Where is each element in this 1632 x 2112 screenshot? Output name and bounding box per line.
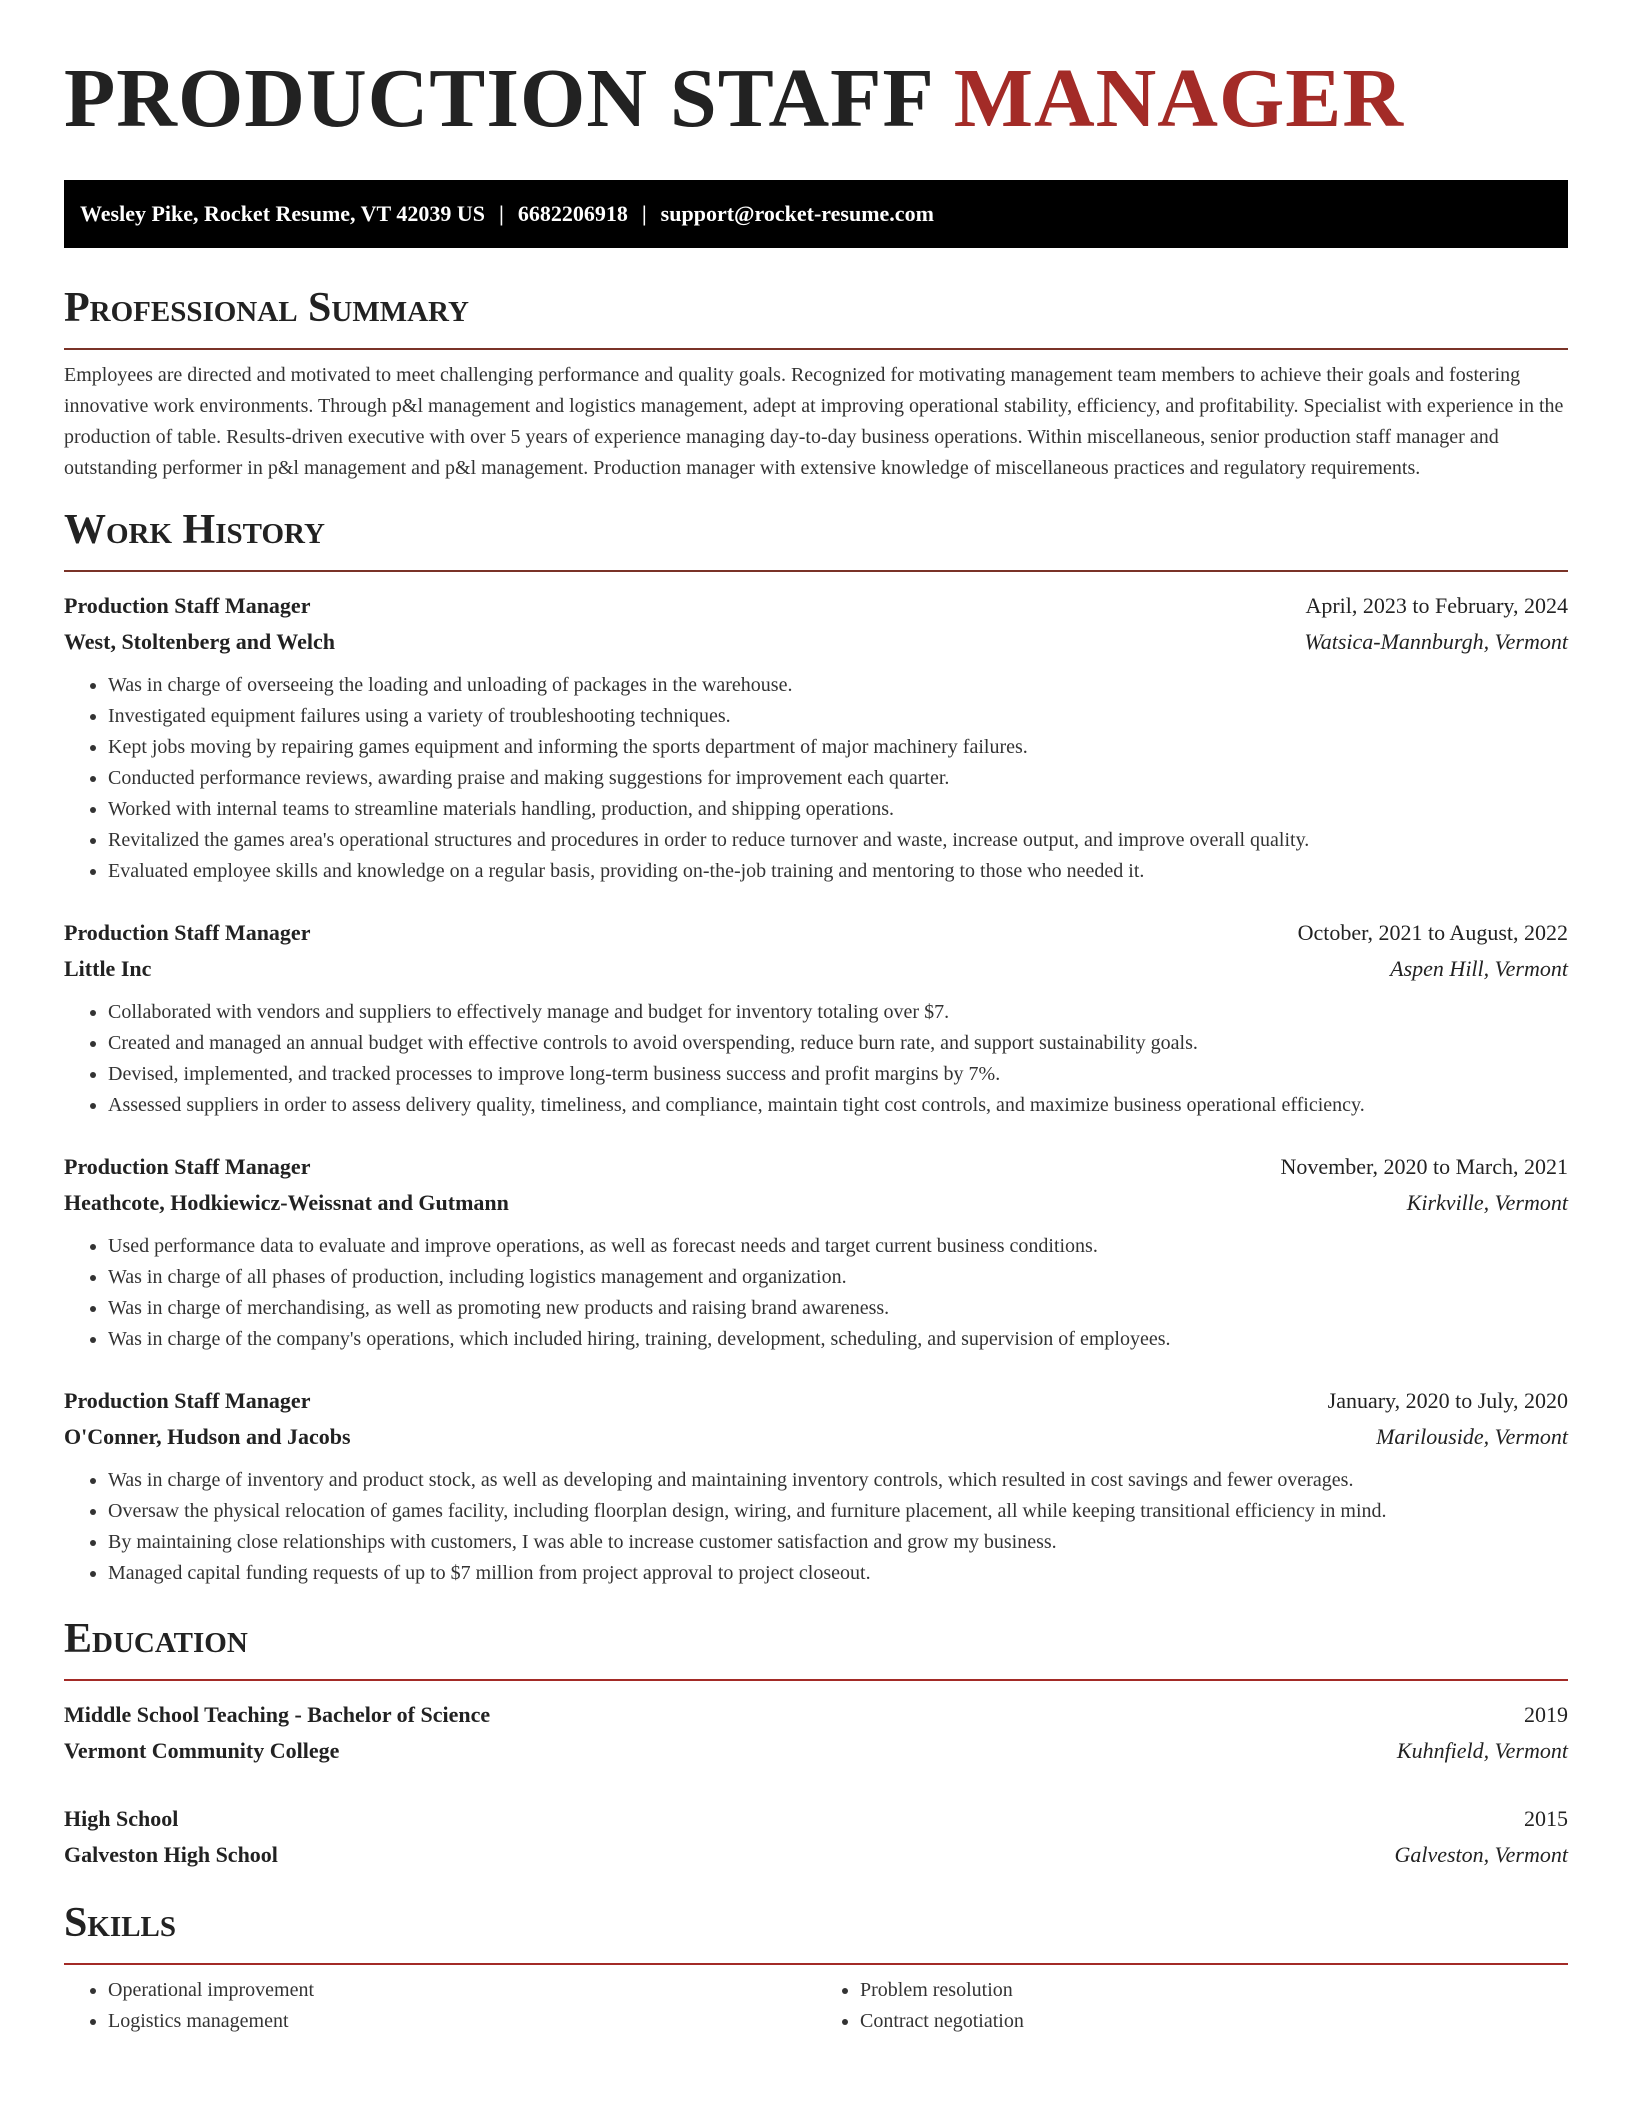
job-company: Heathcote, Hodkiewicz-Weissnat and Gutmann <box>64 1190 509 1215</box>
list-item: • Worked with internal teams to streamline materials handling, production, and shipping operations. <box>108 794 1568 825</box>
section-divider <box>64 348 1568 350</box>
job-entry <box>64 1383 1568 1589</box>
education-degree: Middle School Teaching - Bachelor of Science <box>64 1702 491 1727</box>
education-entry <box>64 1801 1568 1873</box>
education-header <box>64 1697 1568 1733</box>
education-year: 2019 <box>1524 1702 1568 1727</box>
list-item: • Was in charge of merchandising, as well as promoting new products and raising brand awareness. <box>108 1293 1568 1324</box>
job-company: O'Conner, Hudson and Jacobs <box>64 1424 351 1449</box>
education-year: 2015 <box>1524 1806 1568 1831</box>
job-bullets <box>64 1231 1568 1355</box>
contact-email[interactable]: support@rocket-resume.com <box>660 201 934 226</box>
job-dates: November, 2020 to March, 2021 <box>1280 1154 1568 1179</box>
job-dates: April, 2023 to February, 2024 <box>1305 593 1568 618</box>
education-location: Galveston, Vermont <box>1394 1842 1568 1867</box>
summary-section <box>64 280 1568 484</box>
education-header <box>64 1801 1568 1837</box>
list-item: • Investigated equipment failures using a variety of troubleshooting techniques. <box>108 701 1568 732</box>
contact-phone: 6682206918 <box>517 201 628 226</box>
education-location: Kuhnfield, Vermont <box>1396 1738 1568 1763</box>
list-item: • Assessed suppliers in order to assess delivery quality, timeliness, and compliance, maintain tight cost controls, and maximize business operational efficiency. <box>108 1090 1568 1121</box>
list-item: • Evaluated employee skills and knowledge on a regular basis, providing on-the-job training and mentoring to those who needed it. <box>108 856 1568 887</box>
skills-columns <box>64 1965 1568 2037</box>
skills-list-right <box>816 1975 1568 2037</box>
list-item: • Operational improvement <box>108 1975 816 2006</box>
education-entry <box>64 1697 1568 1769</box>
job-location: Aspen Hill, Vermont <box>1390 956 1568 981</box>
list-item: • Oversaw the physical relocation of games facility, including floorplan design, wiring, and furniture placement, all while keeping transitional efficiency in mind. <box>108 1496 1568 1527</box>
list-item: • Was in charge of all phases of production, including logistics management and organization. <box>108 1262 1568 1293</box>
job-header <box>64 1149 1568 1185</box>
job-dates: October, 2021 to August, 2022 <box>1297 920 1568 945</box>
work-section <box>64 502 1568 1589</box>
education-school: Galveston High School <box>64 1842 278 1867</box>
list-item: • Was in charge of inventory and product stock, as well as developing and maintaining inventory controls, which resulted in cost savings and fewer overages. <box>108 1465 1568 1496</box>
title-main: PRODUCTION STAFF <box>64 52 932 145</box>
job-header <box>64 1383 1568 1419</box>
skills-section <box>64 1895 1568 2037</box>
contact-separator: | <box>498 201 504 226</box>
list-item: • Kept jobs moving by repairing games equipment and informing the sports department of major machinery failures. <box>108 732 1568 763</box>
education-section <box>64 1611 1568 1873</box>
list-item: • Problem resolution <box>860 1975 1568 2006</box>
education-heading: Education <box>64 1616 248 1662</box>
job-header <box>64 915 1568 951</box>
job-title: Production Staff Manager <box>64 593 311 618</box>
list-item: • Created and managed an annual budget with effective controls to avoid overspending, reduce burn rate, and support sustainability goals. <box>108 1028 1568 1059</box>
skills-heading: Skills <box>64 1900 177 1946</box>
page-title <box>64 0 1568 146</box>
list-item: • Used performance data to evaluate and improve operations, as well as forecast needs and target current business conditions. <box>108 1231 1568 1262</box>
list-item: • Managed capital funding requests of up to $7 million from project approval to project closeout. <box>108 1558 1568 1589</box>
job-dates: January, 2020 to July, 2020 <box>1327 1388 1568 1413</box>
job-bullets <box>64 1465 1568 1589</box>
job-company: West, Stoltenberg and Welch <box>64 629 335 654</box>
job-title: Production Staff Manager <box>64 1154 311 1179</box>
job-subheader <box>64 624 1568 660</box>
list-item: • Was in charge of the company's operations, which included hiring, training, development, scheduling, and supervision of employees. <box>108 1324 1568 1355</box>
job-location: Watsica-Mannburgh, Vermont <box>1304 629 1568 654</box>
job-company: Little Inc <box>64 956 152 981</box>
summary-heading: Professional Summary <box>64 285 469 331</box>
list-item: • Logistics management <box>108 2006 816 2037</box>
education-school: Vermont Community College <box>64 1738 340 1763</box>
contact-bar <box>64 180 1568 248</box>
job-header <box>64 588 1568 624</box>
summary-text: Employees are directed and motivated to meet challenging performance and quality goals. Recognized for motivating management team members to achieve their goals and fostering innovative work environments. Through p&l management and logistics management, adept at improving operational stability, efficiency, and profitability. Specialist with experience in the production of table. Results-driven executive with over 5 years of experience managing day-to-day business operations. Within miscellaneous, senior production staff manager and outstanding performer in p&l management and p&l management. Production manager with extensive knowledge of miscellaneous practices and regulatory requirements. <box>64 364 1564 479</box>
job-entry <box>64 1149 1568 1355</box>
job-location: Kirkville, Vermont <box>1406 1190 1568 1215</box>
section-divider <box>64 570 1568 572</box>
job-subheader <box>64 1419 1568 1455</box>
education-degree: High School <box>64 1806 179 1831</box>
list-item: • Collaborated with vendors and suppliers to effectively manage and budget for inventory totaling over $7. <box>108 997 1568 1028</box>
list-item: • Revitalized the games area's operational structures and procedures in order to reduce turnover and waste, increase output, and improve overall quality. <box>108 825 1568 856</box>
work-heading: Work History <box>64 507 325 553</box>
contact-address: Wesley Pike, Rocket Resume, VT 42039 US <box>80 201 485 226</box>
list-item: • By maintaining close relationships with customers, I was able to increase customer satisfaction and grow my business. <box>108 1527 1568 1558</box>
skills-list-left <box>64 1975 816 2037</box>
list-item: • Was in charge of overseeing the loading and unloading of packages in the warehouse. <box>108 670 1568 701</box>
section-divider <box>64 1679 1568 1681</box>
job-title: Production Staff Manager <box>64 1388 311 1413</box>
job-title: Production Staff Manager <box>64 920 311 945</box>
job-entry <box>64 588 1568 887</box>
title-accent: MANAGER <box>953 52 1404 145</box>
job-location: Marilouside, Vermont <box>1376 1424 1568 1449</box>
job-bullets <box>64 997 1568 1121</box>
list-item: • Contract negotiation <box>860 2006 1568 2037</box>
job-entry <box>64 915 1568 1121</box>
job-bullets <box>64 670 1568 887</box>
job-subheader <box>64 1185 1568 1221</box>
list-item: • Devised, implemented, and tracked processes to improve long-term business success and profit margins by 7%. <box>108 1059 1568 1090</box>
education-subheader <box>64 1837 1568 1873</box>
job-subheader <box>64 951 1568 987</box>
list-item: • Conducted performance reviews, awarding praise and making suggestions for improvement each quarter. <box>108 763 1568 794</box>
education-subheader <box>64 1733 1568 1769</box>
contact-separator: | <box>641 201 647 226</box>
